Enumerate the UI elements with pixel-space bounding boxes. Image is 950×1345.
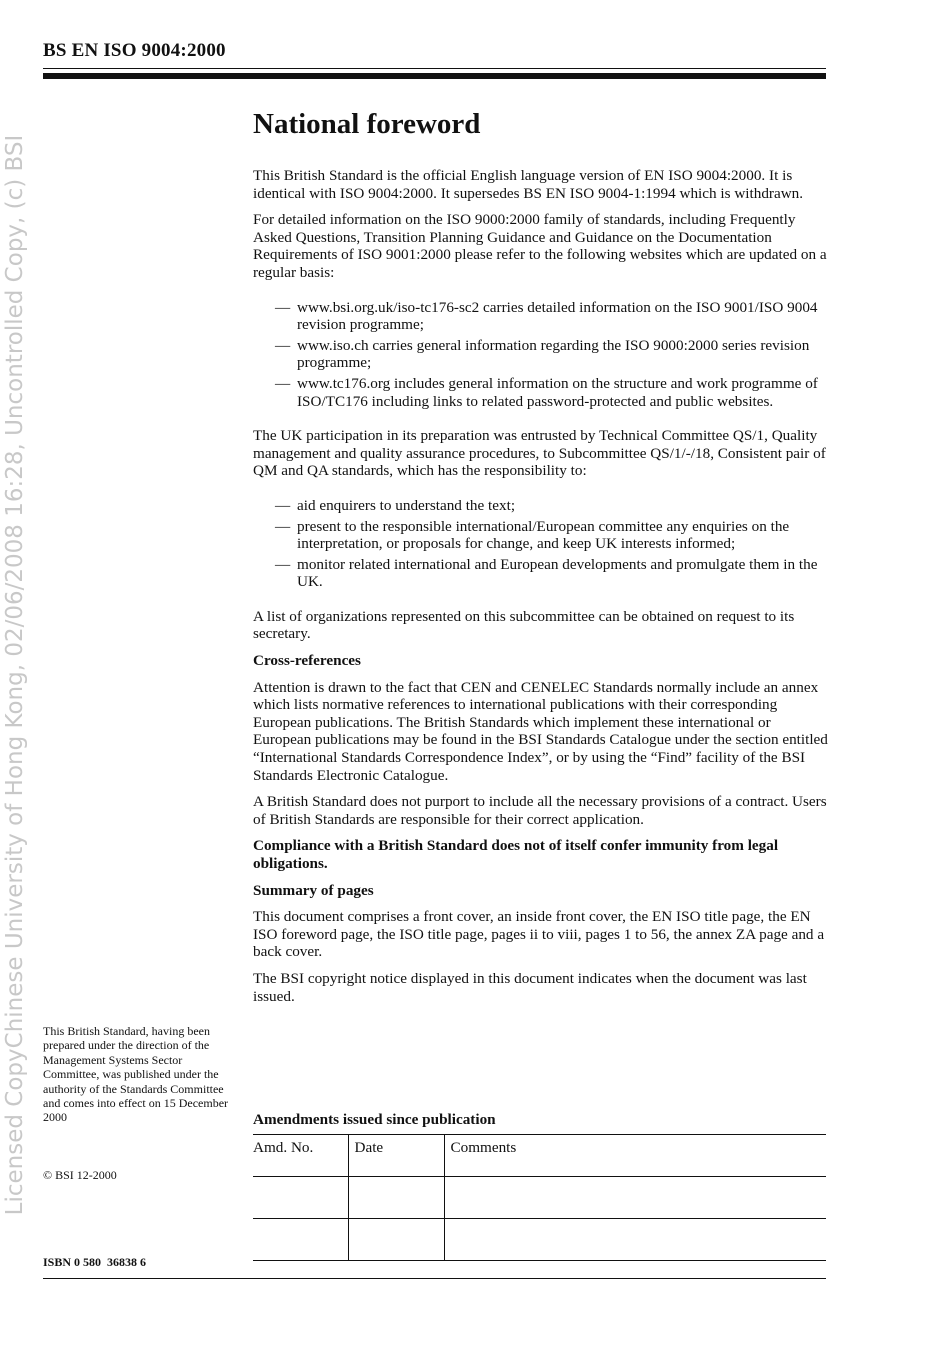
paragraph-official-version: This British Standard is the official English language version of EN ISO 9004:2000. It is identical with ISO 9004:2000. It supersedes BS EN ISO 9004-1:1994 which is withdrawn.: [253, 167, 804, 202]
website-list: [275, 299, 828, 411]
summary-of-pages-heading: Summary of pages: [253, 881, 374, 899]
header-rule-thin: [43, 68, 826, 69]
list-item: — monitor related international and European developments and promulgate them in the UK.: [275, 555, 818, 591]
column-header-date: Date: [348, 1135, 444, 1177]
list-item: — aid enquirers to understand the text;: [275, 496, 516, 514]
publication-note: This British Standard, having been prepared under the direction of the Management Systems Sector Committee, was published under the authority of the Standards Committee and comes into effect on 15 December 2000: [43, 1024, 229, 1125]
paragraph-provisions: A British Standard does not purport to include all the necessary provisions of a contract. Users of British Standards are responsible for their correct application.: [253, 793, 827, 828]
copyright-notice: © BSI 12-2000: [43, 1168, 117, 1182]
amendments-table: [253, 1134, 826, 1261]
table-cell: [444, 1177, 826, 1219]
header-rule-thick: [43, 73, 826, 79]
paragraph-copyright-notice: The BSI copyright notice displayed in this document indicates when the document was last issued.: [253, 969, 807, 1005]
table-header-row: [253, 1135, 826, 1177]
list-item: — www.tc176.org includes general information on the structure and work programme of ISO/TC176 including links to related password-protected and public websites.: [275, 374, 818, 410]
table-cell: [348, 1219, 444, 1261]
table-cell: [444, 1219, 826, 1261]
column-header-comments: Comments: [444, 1135, 826, 1177]
list-item: — www.bsi.org.uk/iso-tc176-sc2 carries detailed information on the ISO 9001/ISO 9004 revision programme;: [275, 298, 818, 334]
table-row: [253, 1177, 826, 1219]
paragraph-uk-participation: The UK participation in its preparation was entrusted by Technical Committee QS/1, Quality management and quality assurance procedures, to Subcommittee QS/1/-/18, Consistent pair of QM and QA standards, which has the responsibility to:: [253, 427, 826, 480]
table-cell: [253, 1177, 348, 1219]
list-item: — www.iso.ch carries general information regarding the ISO 9000:2000 series revision programme;: [275, 336, 810, 372]
document-code: BS EN ISO 9004:2000: [43, 40, 226, 61]
page-title: National foreword: [253, 108, 481, 140]
table-cell: [348, 1177, 444, 1219]
paragraph-organizations: A list of organizations represented on this subcommittee can be obtained on request to its secretary.: [253, 607, 795, 643]
footer-rule: [43, 1278, 826, 1279]
main-content: [253, 107, 828, 1014]
license-watermark: Licensed CopyChinese University of Hong Kong, 02/06/2008 16:28, Uncontrolled Copy, (c) BSI: [2, 134, 28, 1216]
column-header-amd-no: Amd. No.: [253, 1135, 348, 1177]
list-item: — present to the responsible international/European committee any enquiries on the interpretation, or proposals for change, and keep UK interests informed;: [275, 517, 790, 553]
paragraph-detailed-info: For detailed information on the ISO 9000:2000 family of standards, including Frequently Asked Questions, Transition Planning Guidance and Guidance on the Documentation Requirements of ISO 9001:2000 please refer to the following websites which are updated on a regular basis:: [253, 211, 827, 281]
paragraph-cross-references: Attention is drawn to the fact that CEN and CENELEC Standards normally include an annex which lists normative references to international publications with their corresponding European publications. The British Standards which implement these international or European publications may be found in the BSI Standards Catalogue under the section entitled “International Standards Correspondence Index”, or by using the “Find” facility of the BSI Standards Electronic Catalogue.: [253, 678, 828, 784]
isbn: ISBN 0 580 36838 6: [43, 1255, 147, 1269]
table-cell: [253, 1219, 348, 1261]
compliance-statement: Compliance with a British Standard does not of itself confer immunity from legal obligations.: [253, 837, 779, 872]
amendments-heading: Amendments issued since publication: [253, 1111, 496, 1128]
cross-references-heading: Cross-references: [253, 652, 361, 670]
paragraph-summary-of-pages: This document comprises a front cover, an inside front cover, the EN ISO title page, the EN ISO foreword page, the ISO title page, pages ii to viii, pages 1 to 56, the annex ZA page and a back cover.: [253, 908, 825, 961]
table-row: [253, 1219, 826, 1261]
responsibility-list: [275, 497, 828, 591]
